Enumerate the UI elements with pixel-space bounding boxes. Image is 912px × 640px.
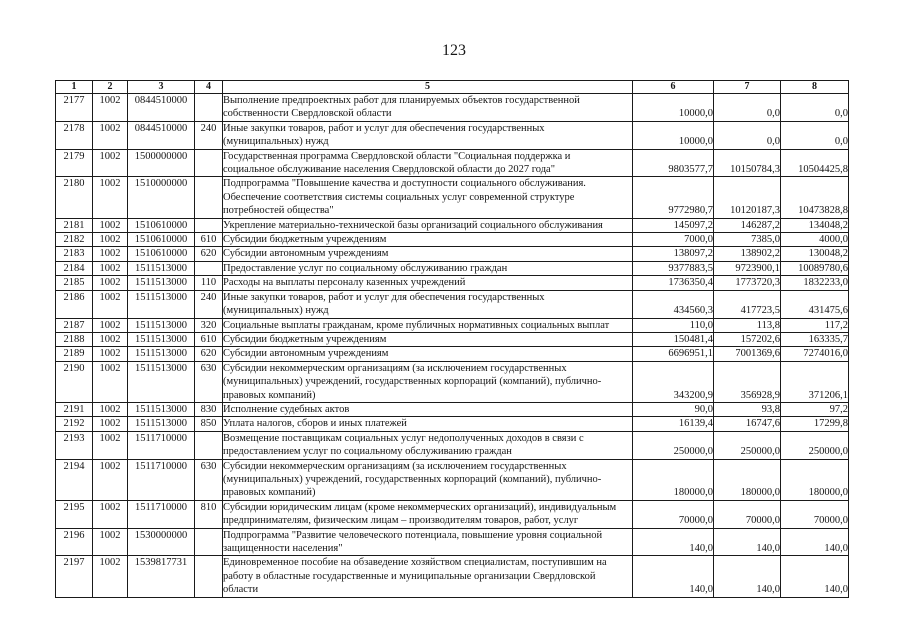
amount-col7-cell: 93,8 [714, 402, 781, 416]
description-line: Иные закупки товаров, работ и услуг для обеспечения государственных [223, 291, 545, 303]
description-line: (муниципальных) учреждений, государственных корпораций (компаний), публично- [223, 473, 602, 485]
description-cell [223, 247, 633, 261]
table-row [56, 276, 849, 290]
expense-type-code-cell: 610 [195, 332, 223, 346]
amount-col6-cell: 343200,9 [633, 361, 714, 402]
description-line: потребностей общества" [223, 205, 334, 217]
description-line: Субсидии автономным учреждениям [223, 248, 389, 260]
amount-col7-cell: 16747,6 [714, 417, 781, 431]
description-line: правовых компаний) [223, 487, 316, 499]
target-item-code-cell: 1511710000 [128, 500, 195, 528]
description-line: Субсидии бюджетным учреждениям [223, 234, 387, 246]
section-code-cell: 1002 [93, 402, 128, 416]
target-item-code-cell: 0844510000 [128, 121, 195, 149]
table-row [56, 177, 849, 218]
amount-col8-cell: 97,2 [781, 402, 849, 416]
amount-col6-cell: 180000,0 [633, 459, 714, 500]
description-cell [223, 318, 633, 332]
description-cell [223, 94, 633, 122]
expense-type-code-cell [195, 149, 223, 177]
description-cell [223, 361, 633, 402]
description-line: Субсидии автономным учреждениям [223, 348, 389, 360]
amount-col6-cell: 110,0 [633, 318, 714, 332]
expense-type-code-cell: 240 [195, 290, 223, 318]
expense-type-code-cell [195, 528, 223, 556]
amount-col6-cell: 9772980,7 [633, 177, 714, 218]
description-line: (муниципальных) нужд [223, 136, 329, 148]
target-item-code-cell: 1511513000 [128, 361, 195, 402]
description-line: Выполнение предпроектных работ для планируемых объектов государственной [223, 95, 580, 106]
row-number-cell: 2177 [56, 94, 93, 122]
amount-col8-cell: 10473828,8 [781, 177, 849, 218]
amount-col6-cell: 7000,0 [633, 233, 714, 247]
description-line: Укрепление материально-технической базы организаций социального обслуживания [223, 219, 603, 231]
description-cell [223, 417, 633, 431]
page-number: 123 [442, 42, 466, 59]
amount-col8-cell: 371206,1 [781, 361, 849, 402]
description-cell [223, 177, 633, 218]
row-number-cell: 2187 [56, 318, 93, 332]
description-line: работу в областные государственные и муниципальные организации Свердловской [223, 570, 596, 582]
section-code-cell: 1002 [93, 218, 128, 232]
table-row [56, 500, 849, 528]
table-row [56, 149, 849, 177]
expense-type-code-cell: 830 [195, 402, 223, 416]
amount-col8-cell: 134048,2 [781, 218, 849, 232]
table-body [56, 94, 849, 598]
section-code-cell: 1002 [93, 233, 128, 247]
amount-col8-cell: 140,0 [781, 528, 849, 556]
expense-type-code-cell: 620 [195, 247, 223, 261]
description-line: (муниципальных) нужд [223, 305, 329, 317]
section-code-cell: 1002 [93, 347, 128, 361]
description-line: Подпрограмма "Повышение качества и доступности социального обслуживания. [223, 178, 586, 190]
header-col-1: 1 [56, 81, 93, 94]
description-cell [223, 528, 633, 556]
target-item-code-cell: 1510610000 [128, 233, 195, 247]
description-cell [223, 261, 633, 275]
amount-col7-cell: 138902,2 [714, 247, 781, 261]
amount-col6-cell: 16139,4 [633, 417, 714, 431]
description-line: области [223, 584, 259, 596]
description-line: правовых компаний) [223, 389, 316, 401]
table-row [56, 121, 849, 149]
row-number-cell: 2185 [56, 276, 93, 290]
target-item-code-cell: 1510000000 [128, 177, 195, 218]
section-code-cell: 1002 [93, 290, 128, 318]
amount-col7-cell: 0,0 [714, 121, 781, 149]
target-item-code-cell: 1510610000 [128, 247, 195, 261]
section-code-cell: 1002 [93, 361, 128, 402]
amount-col6-cell: 1736350,4 [633, 276, 714, 290]
description-line: Государственная программа Свердловской области "Социальная поддержка и [223, 150, 571, 162]
section-code-cell: 1002 [93, 528, 128, 556]
expense-type-code-cell [195, 218, 223, 232]
amount-col7-cell: 356928,9 [714, 361, 781, 402]
row-number-cell: 2193 [56, 431, 93, 459]
amount-col7-cell: 140,0 [714, 528, 781, 556]
row-number-cell: 2181 [56, 218, 93, 232]
section-code-cell: 1002 [93, 121, 128, 149]
target-item-code-cell: 1511513000 [128, 402, 195, 416]
target-item-code-cell: 1511513000 [128, 347, 195, 361]
amount-col6-cell: 10000,0 [633, 121, 714, 149]
amount-col8-cell: 4000,0 [781, 233, 849, 247]
amount-col8-cell: 10504425,8 [781, 149, 849, 177]
section-code-cell: 1002 [93, 417, 128, 431]
row-number-cell: 2178 [56, 121, 93, 149]
row-number-cell: 2197 [56, 556, 93, 597]
row-number-cell: 2183 [56, 247, 93, 261]
description-line: Обеспечение соответствия системы социальных услуг современной структуре [223, 191, 575, 203]
description-line: Социальные выплаты гражданам, кроме публичных нормативных социальных выплат [223, 319, 610, 331]
section-code-cell: 1002 [93, 261, 128, 275]
description-cell [223, 276, 633, 290]
target-item-code-cell: 1511513000 [128, 332, 195, 346]
section-code-cell: 1002 [93, 94, 128, 122]
target-item-code-cell: 1530000000 [128, 528, 195, 556]
table-row [56, 318, 849, 332]
expense-type-code-cell: 810 [195, 500, 223, 528]
row-number-cell: 2190 [56, 361, 93, 402]
target-item-code-cell: 0844510000 [128, 94, 195, 122]
description-cell [223, 459, 633, 500]
amount-col6-cell: 434560,3 [633, 290, 714, 318]
description-line: Субсидии некоммерческим организациям (за исключением государственных [223, 460, 567, 472]
amount-col8-cell: 7274016,0 [781, 347, 849, 361]
description-line: (муниципальных) учреждений, государственных корпораций (компаний), публично- [223, 376, 602, 388]
description-line: предоставлением услуг по социальному обслуживанию граждан [223, 446, 512, 458]
amount-col7-cell: 7385,0 [714, 233, 781, 247]
section-code-cell: 1002 [93, 500, 128, 528]
amount-col8-cell: 250000,0 [781, 431, 849, 459]
description-line: Субсидии юридическим лицам (кроме некоммерческих организаций), индивидуальным [223, 501, 617, 513]
header-col-3: 3 [128, 81, 195, 94]
row-number-cell: 2195 [56, 500, 93, 528]
target-item-code-cell: 1511513000 [128, 261, 195, 275]
header-col-8: 8 [781, 81, 849, 94]
section-code-cell: 1002 [93, 276, 128, 290]
amount-col8-cell: 140,0 [781, 556, 849, 597]
amount-col7-cell: 140,0 [714, 556, 781, 597]
table-row [56, 94, 849, 122]
table-row [56, 332, 849, 346]
amount-col8-cell: 431475,6 [781, 290, 849, 318]
section-code-cell: 1002 [93, 149, 128, 177]
amount-col8-cell: 117,2 [781, 318, 849, 332]
header-row [56, 81, 849, 94]
expense-type-code-cell: 110 [195, 276, 223, 290]
amount-col6-cell: 138097,2 [633, 247, 714, 261]
expense-type-code-cell: 620 [195, 347, 223, 361]
description-cell [223, 121, 633, 149]
description-cell [223, 290, 633, 318]
section-code-cell: 1002 [93, 556, 128, 597]
description-cell [223, 233, 633, 247]
header-col-4: 4 [195, 81, 223, 94]
description-line: Подпрограмма "Развитие человеческого потенциала, повышение уровня социальной [223, 529, 603, 541]
amount-col8-cell: 17299,8 [781, 417, 849, 431]
amount-col8-cell: 180000,0 [781, 459, 849, 500]
table-row [56, 233, 849, 247]
target-item-code-cell: 1511710000 [128, 431, 195, 459]
description-cell [223, 402, 633, 416]
row-number-cell: 2196 [56, 528, 93, 556]
description-line: предпринимателям, физическим лицам – производителям товаров, работ, услуг [223, 515, 579, 527]
amount-col6-cell: 145097,2 [633, 218, 714, 232]
row-number-cell: 2182 [56, 233, 93, 247]
description-line: Расходы на выплаты персоналу казенных учреждений [223, 277, 466, 289]
amount-col7-cell: 10120187,3 [714, 177, 781, 218]
row-number-cell: 2186 [56, 290, 93, 318]
target-item-code-cell: 1511513000 [128, 290, 195, 318]
target-item-code-cell: 1510610000 [128, 218, 195, 232]
amount-col8-cell: 130048,2 [781, 247, 849, 261]
description-line: Исполнение судебных актов [223, 403, 350, 415]
amount-col6-cell: 150481,4 [633, 332, 714, 346]
amount-col7-cell: 417723,5 [714, 290, 781, 318]
row-number-cell: 2179 [56, 149, 93, 177]
expense-type-code-cell: 630 [195, 459, 223, 500]
amount-col7-cell: 1773720,3 [714, 276, 781, 290]
table-row [56, 347, 849, 361]
amount-col7-cell: 146287,2 [714, 218, 781, 232]
amount-col8-cell: 0,0 [781, 94, 849, 122]
target-item-code-cell: 1500000000 [128, 149, 195, 177]
header-col-2: 2 [93, 81, 128, 94]
table-row [56, 261, 849, 275]
expense-type-code-cell: 610 [195, 233, 223, 247]
amount-col8-cell: 163335,7 [781, 332, 849, 346]
row-number-cell: 2184 [56, 261, 93, 275]
target-item-code-cell: 1511513000 [128, 276, 195, 290]
table-row [56, 528, 849, 556]
row-number-cell: 2180 [56, 177, 93, 218]
section-code-cell: 1002 [93, 318, 128, 332]
description-line: Возмещение поставщикам социальных услуг недополученных доходов в связи с [223, 432, 584, 444]
row-number-cell: 2192 [56, 417, 93, 431]
table-row [56, 556, 849, 597]
table-row [56, 218, 849, 232]
header-col-5: 5 [223, 81, 633, 94]
amount-col6-cell: 70000,0 [633, 500, 714, 528]
table-row [56, 417, 849, 431]
section-code-cell: 1002 [93, 177, 128, 218]
amount-col8-cell: 0,0 [781, 121, 849, 149]
section-code-cell: 1002 [93, 459, 128, 500]
amount-col6-cell: 140,0 [633, 556, 714, 597]
amount-col8-cell: 70000,0 [781, 500, 849, 528]
description-cell [223, 332, 633, 346]
table-row [56, 247, 849, 261]
description-cell [223, 431, 633, 459]
amount-col7-cell: 157202,6 [714, 332, 781, 346]
amount-col6-cell: 6696951,1 [633, 347, 714, 361]
amount-col8-cell: 10089780,6 [781, 261, 849, 275]
amount-col8-cell: 1832233,0 [781, 276, 849, 290]
target-item-code-cell: 1511513000 [128, 318, 195, 332]
description-line: Уплата налогов, сборов и иных платежей [223, 418, 407, 430]
description-cell [223, 149, 633, 177]
amount-col6-cell: 140,0 [633, 528, 714, 556]
target-item-code-cell: 1511710000 [128, 459, 195, 500]
amount-col7-cell: 7001369,6 [714, 347, 781, 361]
expense-type-code-cell: 320 [195, 318, 223, 332]
table-row [56, 290, 849, 318]
description-cell [223, 556, 633, 597]
section-code-cell: 1002 [93, 247, 128, 261]
table-row [56, 402, 849, 416]
description-line: Субсидии бюджетным учреждениям [223, 333, 387, 345]
row-number-cell: 2189 [56, 347, 93, 361]
amount-col6-cell: 9803577,7 [633, 149, 714, 177]
row-number-cell: 2191 [56, 402, 93, 416]
header-col-7: 7 [714, 81, 781, 94]
description-cell [223, 500, 633, 528]
amount-col7-cell: 180000,0 [714, 459, 781, 500]
table-header [56, 81, 849, 94]
amount-col7-cell: 250000,0 [714, 431, 781, 459]
target-item-code-cell: 1539817731 [128, 556, 195, 597]
expense-type-code-cell [195, 94, 223, 122]
expense-type-code-cell: 630 [195, 361, 223, 402]
expense-type-code-cell [195, 177, 223, 218]
budget-table [55, 80, 849, 598]
description-cell [223, 347, 633, 361]
expense-type-code-cell [195, 261, 223, 275]
amount-col7-cell: 10150784,3 [714, 149, 781, 177]
description-line: Субсидии некоммерческим организациям (за исключением государственных [223, 362, 567, 374]
amount-col6-cell: 250000,0 [633, 431, 714, 459]
section-code-cell: 1002 [93, 332, 128, 346]
amount-col7-cell: 9723900,1 [714, 261, 781, 275]
amount-col6-cell: 90,0 [633, 402, 714, 416]
table-row [56, 361, 849, 402]
expense-type-code-cell [195, 556, 223, 597]
amount-col6-cell: 9377883,5 [633, 261, 714, 275]
description-line: Предоставление услуг по социальному обслуживанию граждан [223, 262, 508, 274]
expense-type-code-cell [195, 431, 223, 459]
expense-type-code-cell: 850 [195, 417, 223, 431]
description-cell [223, 218, 633, 232]
amount-col7-cell: 0,0 [714, 94, 781, 122]
description-line: защищенности населения" [223, 543, 343, 554]
amount-col7-cell: 70000,0 [714, 500, 781, 528]
row-number-cell: 2188 [56, 332, 93, 346]
description-line: Иные закупки товаров, работ и услуг для обеспечения государственных [223, 122, 545, 134]
amount-col6-cell: 10000,0 [633, 94, 714, 122]
description-line: собственности Свердловской области [223, 108, 392, 120]
expense-type-code-cell: 240 [195, 121, 223, 149]
amount-col7-cell: 113,8 [714, 318, 781, 332]
description-line: социальное обслуживание населения Свердловской области до 2027 года" [223, 164, 555, 176]
target-item-code-cell: 1511513000 [128, 417, 195, 431]
table-row [56, 459, 849, 500]
table-row [56, 431, 849, 459]
row-number-cell: 2194 [56, 459, 93, 500]
section-code-cell: 1002 [93, 431, 128, 459]
description-line: Единовременное пособие на обзаведение хозяйством специалистам, поступившим на [223, 557, 607, 569]
header-col-6: 6 [633, 81, 714, 94]
